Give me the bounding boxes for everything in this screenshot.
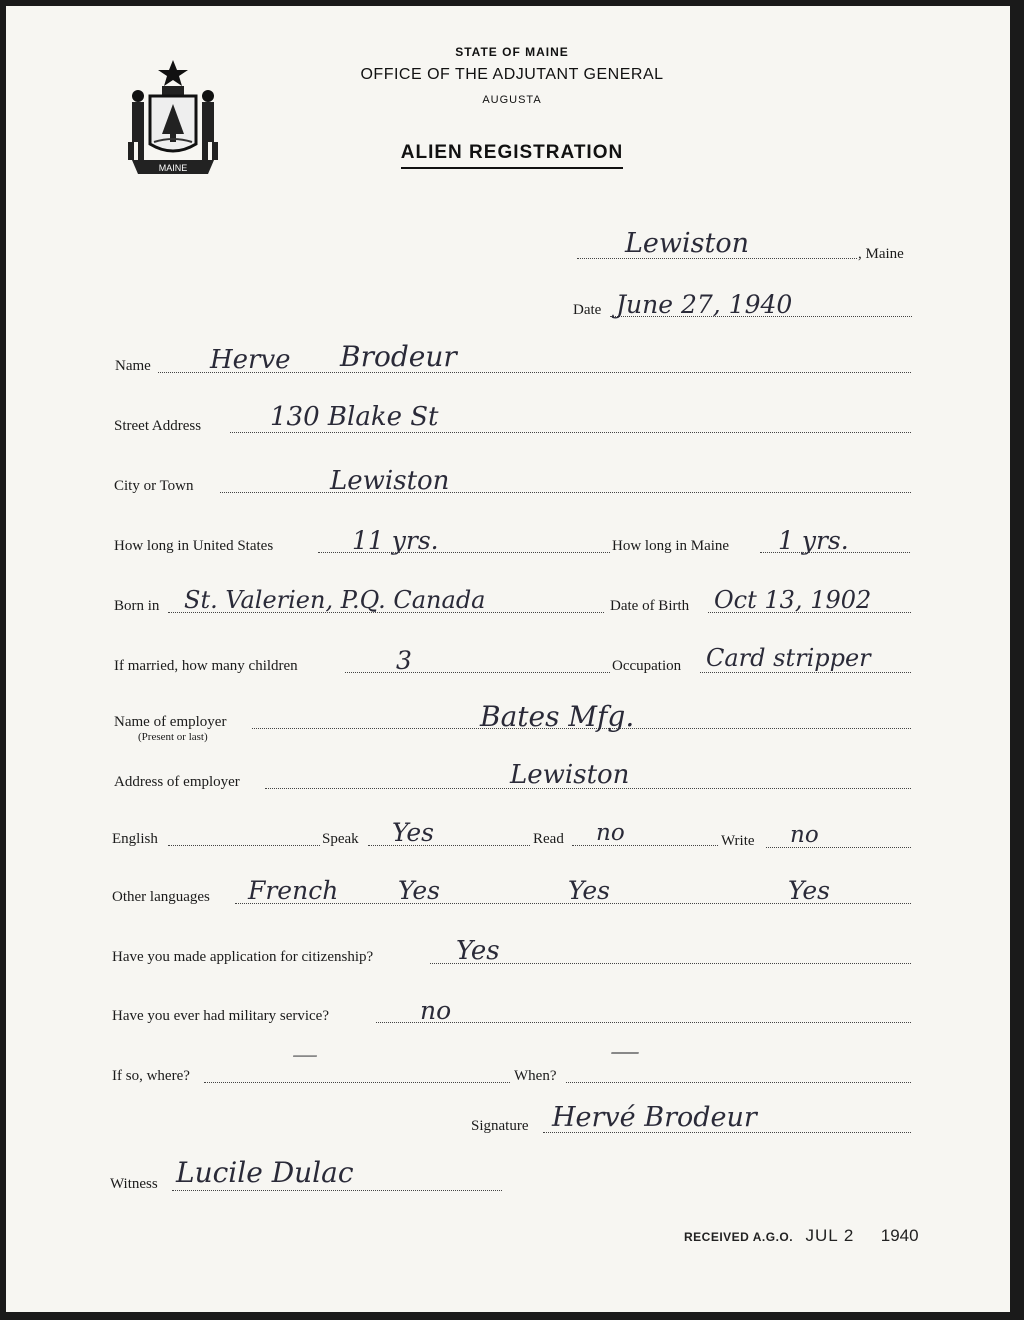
name-label: Name	[115, 358, 151, 374]
form-title-text: ALIEN REGISTRATION	[401, 142, 623, 169]
born-in-label: Born in	[114, 598, 160, 614]
english-speak-value: Yes	[392, 818, 434, 847]
born-in-value: St. Valerien, P.Q. Canada	[184, 586, 486, 614]
date-label: Date	[573, 302, 602, 318]
received-stamp	[684, 1226, 919, 1246]
military-line	[376, 1022, 911, 1023]
citizenship-label: Have you made application for citizenship?	[112, 949, 374, 965]
form-title	[0, 142, 1024, 164]
how-long-us-label: How long in United States	[114, 538, 274, 554]
dob-value: Oct 13, 1902	[714, 586, 872, 614]
military-value: no	[420, 996, 452, 1025]
received-stamp-prefix: RECEIVED A.G.O.	[684, 1230, 794, 1244]
when-line	[566, 1082, 911, 1083]
occupation-value: Card stripper	[706, 644, 871, 672]
name-last-value: Brodeur	[340, 340, 457, 373]
children-line	[345, 672, 610, 673]
employer-sublabel: (Present or last)	[138, 731, 208, 743]
city-line	[220, 492, 911, 493]
header-state: STATE OF MAINE	[455, 45, 569, 59]
where-label: If so, where?	[112, 1068, 190, 1084]
seal-text: MAINE	[158, 163, 188, 173]
where-value: —	[292, 1040, 318, 1070]
name-first-value: Herve	[210, 345, 291, 375]
english-label: English	[112, 831, 158, 847]
city-label: City or Town	[114, 478, 194, 494]
where-line	[204, 1082, 510, 1083]
english-read-value: no	[596, 820, 625, 846]
english-write-label: Write	[721, 833, 755, 849]
english-line	[168, 845, 320, 846]
occupation-label: Occupation	[612, 658, 682, 674]
employer-value: Bates Mfg.	[480, 700, 635, 733]
street-label: Street Address	[114, 418, 202, 434]
other-language-value: French	[248, 876, 339, 905]
citizenship-value: Yes	[456, 936, 500, 966]
signature-label: Signature	[471, 1118, 529, 1134]
how-long-maine-label: How long in Maine	[612, 538, 730, 554]
street-line	[230, 432, 911, 433]
english-write-value: no	[790, 822, 819, 848]
date-value: June 27, 1940	[616, 290, 793, 319]
witness-label: Witness	[110, 1176, 158, 1192]
citizenship-line	[430, 963, 911, 964]
children-label: If married, how many children	[114, 658, 298, 674]
other-language-read-value: Yes	[568, 876, 610, 905]
english-speak-label: Speak	[322, 831, 359, 847]
employer-address-label: Address of employer	[114, 774, 240, 790]
english-read-line	[572, 845, 718, 846]
header-office: OFFICE OF THE ADJUTANT GENERAL	[360, 66, 664, 83]
other-language-speak-value: Yes	[398, 876, 440, 905]
received-stamp-date: JUL 2	[805, 1226, 855, 1245]
english-read-label: Read	[533, 831, 564, 847]
employer-address-value: Lewiston	[510, 760, 630, 790]
received-stamp-year: 1940	[880, 1226, 919, 1245]
other-languages-label: Other languages	[112, 889, 210, 905]
how-long-us-value: 11 yrs.	[352, 526, 439, 555]
place-label: , Maine	[858, 246, 904, 262]
employer-label: Name of employer	[114, 714, 227, 730]
when-label: When?	[514, 1068, 557, 1084]
other-language-write-value: Yes	[788, 876, 830, 905]
military-label: Have you ever had military service?	[112, 1008, 329, 1024]
occupation-line	[700, 672, 911, 673]
how-long-maine-value: 1 yrs.	[778, 526, 849, 555]
city-value: Lewiston	[330, 466, 450, 496]
english-write-line	[766, 847, 911, 848]
header-city: AUGUSTA	[482, 94, 542, 106]
witness-line	[172, 1190, 502, 1191]
street-value: 130 Blake St	[270, 402, 439, 432]
place-value: Lewiston	[625, 228, 750, 259]
dob-label: Date of Birth	[610, 598, 690, 614]
witness-value: Lucile Dulac	[176, 1156, 354, 1189]
signature-value: Hervé Brodeur	[552, 1102, 757, 1133]
when-value: —	[610, 1034, 640, 1069]
children-value: 3	[396, 646, 412, 675]
